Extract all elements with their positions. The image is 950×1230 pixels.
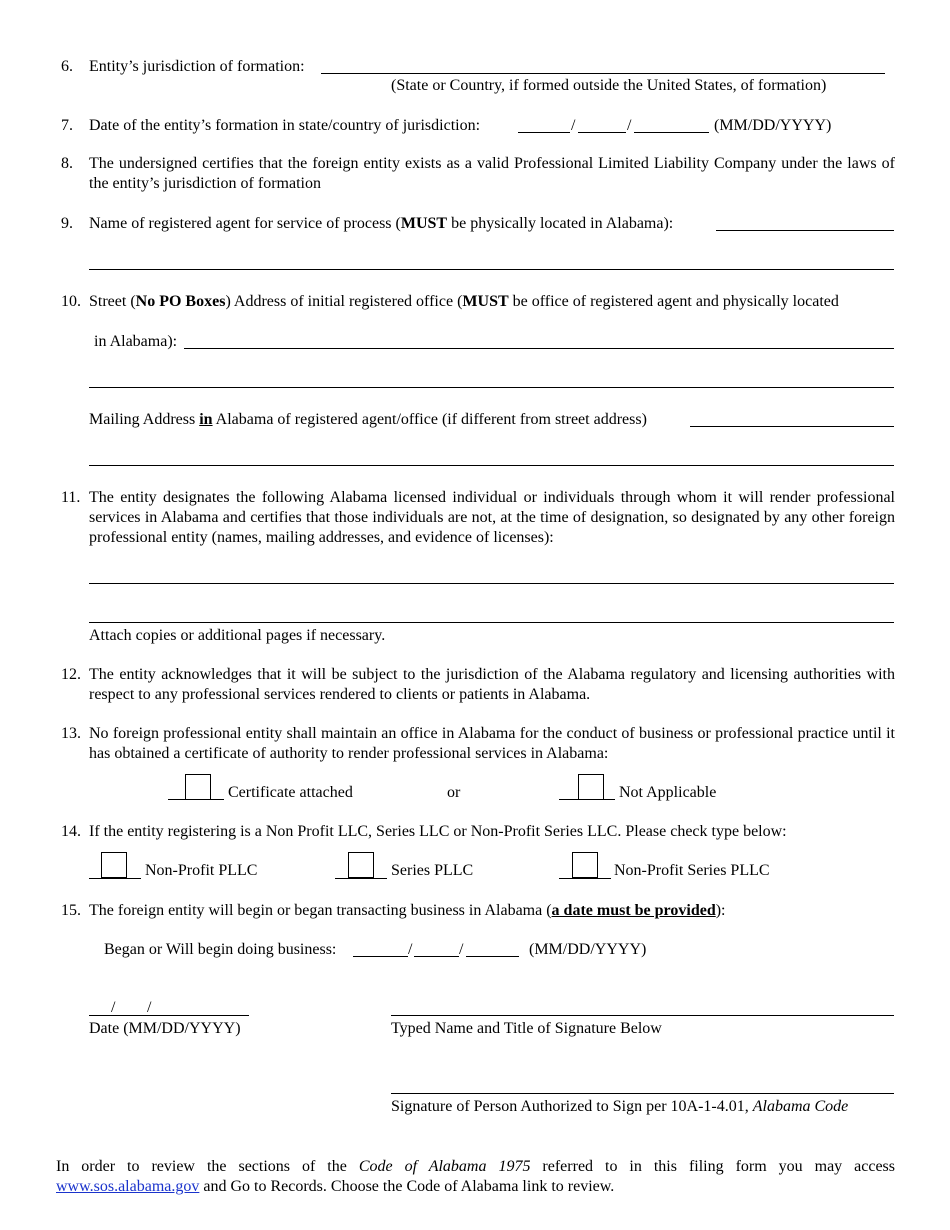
mailing-address-field[interactable] [690, 426, 894, 427]
designated-individuals-field-line-2[interactable] [89, 622, 894, 623]
registered-agent-label: Name of registered agent for service of process (MUST be physically located in Alabama): [89, 215, 674, 232]
date-slash: / [111, 999, 116, 1016]
business-year-field[interactable] [466, 956, 519, 957]
signature-field[interactable] [391, 1093, 894, 1094]
business-day-field[interactable] [414, 956, 459, 957]
jurisdiction-label: Entity’s jurisdiction of formation: [89, 58, 305, 75]
footer-line-2: www.sos.alabama.gov and Go to Records. Choose the Code of Alabama link to review. [56, 1178, 615, 1195]
formation-day-field[interactable] [578, 132, 626, 133]
item-14-number: 14. [61, 823, 81, 840]
date-slash: / [147, 999, 152, 1016]
item-8-number: 8. [61, 155, 73, 172]
typed-name-field[interactable] [391, 1015, 894, 1016]
jurisdiction-note: (State or Country, if formed outside the United States, of formation) [391, 77, 827, 94]
signature-date-label: Date (MM/DD/YYYY) [89, 1020, 241, 1037]
registered-agent-field-line-2[interactable] [89, 269, 894, 270]
date-format-hint: (MM/DD/YYYY) [529, 941, 647, 958]
item-15-number: 15. [61, 902, 81, 919]
item-9-number: 9. [61, 215, 73, 232]
jurisdiction-field[interactable] [321, 73, 885, 74]
item-6-number: 6. [61, 58, 73, 75]
mailing-address-label: Mailing Address in Alabama of registered agent/office (if different from street address) [89, 411, 647, 428]
non-profit-pllc-label: Non-Profit PLLC [145, 862, 258, 879]
date-slash: / [408, 941, 413, 958]
not-applicable-checkbox[interactable] [578, 774, 604, 800]
date-slash: / [571, 117, 576, 134]
formation-date-label: Date of the entity’s formation in state/country of jurisdiction: [89, 117, 481, 134]
signature-label: Signature of Person Authorized to Sign per 10A-1-4.01, Alabama Code [391, 1098, 849, 1115]
non-profit-series-pllc-checkbox[interactable] [572, 852, 598, 878]
mailing-address-field-line-2[interactable] [89, 465, 894, 466]
item-11-number: 11. [61, 489, 81, 506]
business-start-label: The foreign entity will begin or began transacting business in Alabama (a date must be provided): [89, 902, 726, 919]
designated-individuals-statement: The entity designates the following Alabama licensed individual or individuals through whom it will render professional services in Alabama and certifies that those individuals are not, at the time of designation, so designated by any other foreign professional entity (names, mailing addresses, and evidence of licenses): [89, 489, 895, 546]
series-pllc-underline [335, 878, 387, 879]
item-7-number: 7. [61, 117, 73, 134]
attach-copies-note: Attach copies or additional pages if necessary. [89, 627, 386, 644]
jurisdiction-acknowledgement: The entity acknowledges that it will be subject to the jurisdiction of the Alabama regulatory and licensing authorities with respect to any professional services rendered to clients or patients in Alabama. [89, 666, 895, 703]
non-profit-series-pllc-underline [559, 878, 611, 879]
certificate-attached-checkbox[interactable] [185, 774, 211, 800]
series-pllc-checkbox[interactable] [348, 852, 374, 878]
business-month-field[interactable] [353, 956, 408, 957]
date-slash: / [459, 941, 464, 958]
non-profit-series-pllc-label: Non-Profit Series PLLC [614, 862, 770, 879]
formation-month-field[interactable] [518, 132, 570, 133]
formation-year-field[interactable] [634, 132, 709, 133]
item-13-number: 13. [61, 725, 81, 742]
street-address-label: Street (No PO Boxes) Address of initial registered office (MUST be office of registered agent and physically located [89, 293, 839, 310]
entity-type-question: If the entity registering is a Non Profit LLC, Series LLC or Non-Profit Series LLC. Please check type below: [89, 823, 787, 840]
item-10-number: 10. [61, 293, 81, 310]
certification-statement: The undersigned certifies that the foreign entity exists as a valid Professional Limited Liability Company under the laws of the entity’s jurisdiction of formation [89, 155, 895, 192]
not-applicable-label: Not Applicable [619, 784, 717, 801]
registered-agent-field[interactable] [716, 230, 894, 231]
certificate-attached-label: Certificate attached [228, 784, 353, 801]
began-business-label: Began or Will begin doing business: [104, 941, 337, 958]
non-profit-pllc-checkbox[interactable] [101, 852, 127, 878]
certificate-requirement-statement: No foreign professional entity shall maintain an office in Alabama for the conduct of business or professional practice until it has obtained a certificate of authority to render professional services in Alabama: [89, 725, 895, 762]
series-pllc-label: Series PLLC [391, 862, 474, 879]
sos-website-link[interactable]: www.sos.alabama.gov [56, 1178, 200, 1195]
date-slash: / [627, 117, 632, 134]
or-label: or [447, 784, 461, 801]
item-12-number: 12. [61, 666, 81, 683]
non-profit-pllc-underline [89, 878, 141, 879]
designated-individuals-field[interactable] [89, 583, 894, 584]
footer-line-1: In order to review the sections of the Code of Alabama 1975 referred to in this filing form you may access [56, 1158, 896, 1175]
street-address-field[interactable] [184, 348, 894, 349]
typed-name-label: Typed Name and Title of Signature Below [391, 1020, 662, 1037]
street-address-label-cont: in Alabama): [94, 333, 178, 350]
date-format-hint: (MM/DD/YYYY) [714, 117, 832, 134]
street-address-field-line-2[interactable] [89, 387, 894, 388]
